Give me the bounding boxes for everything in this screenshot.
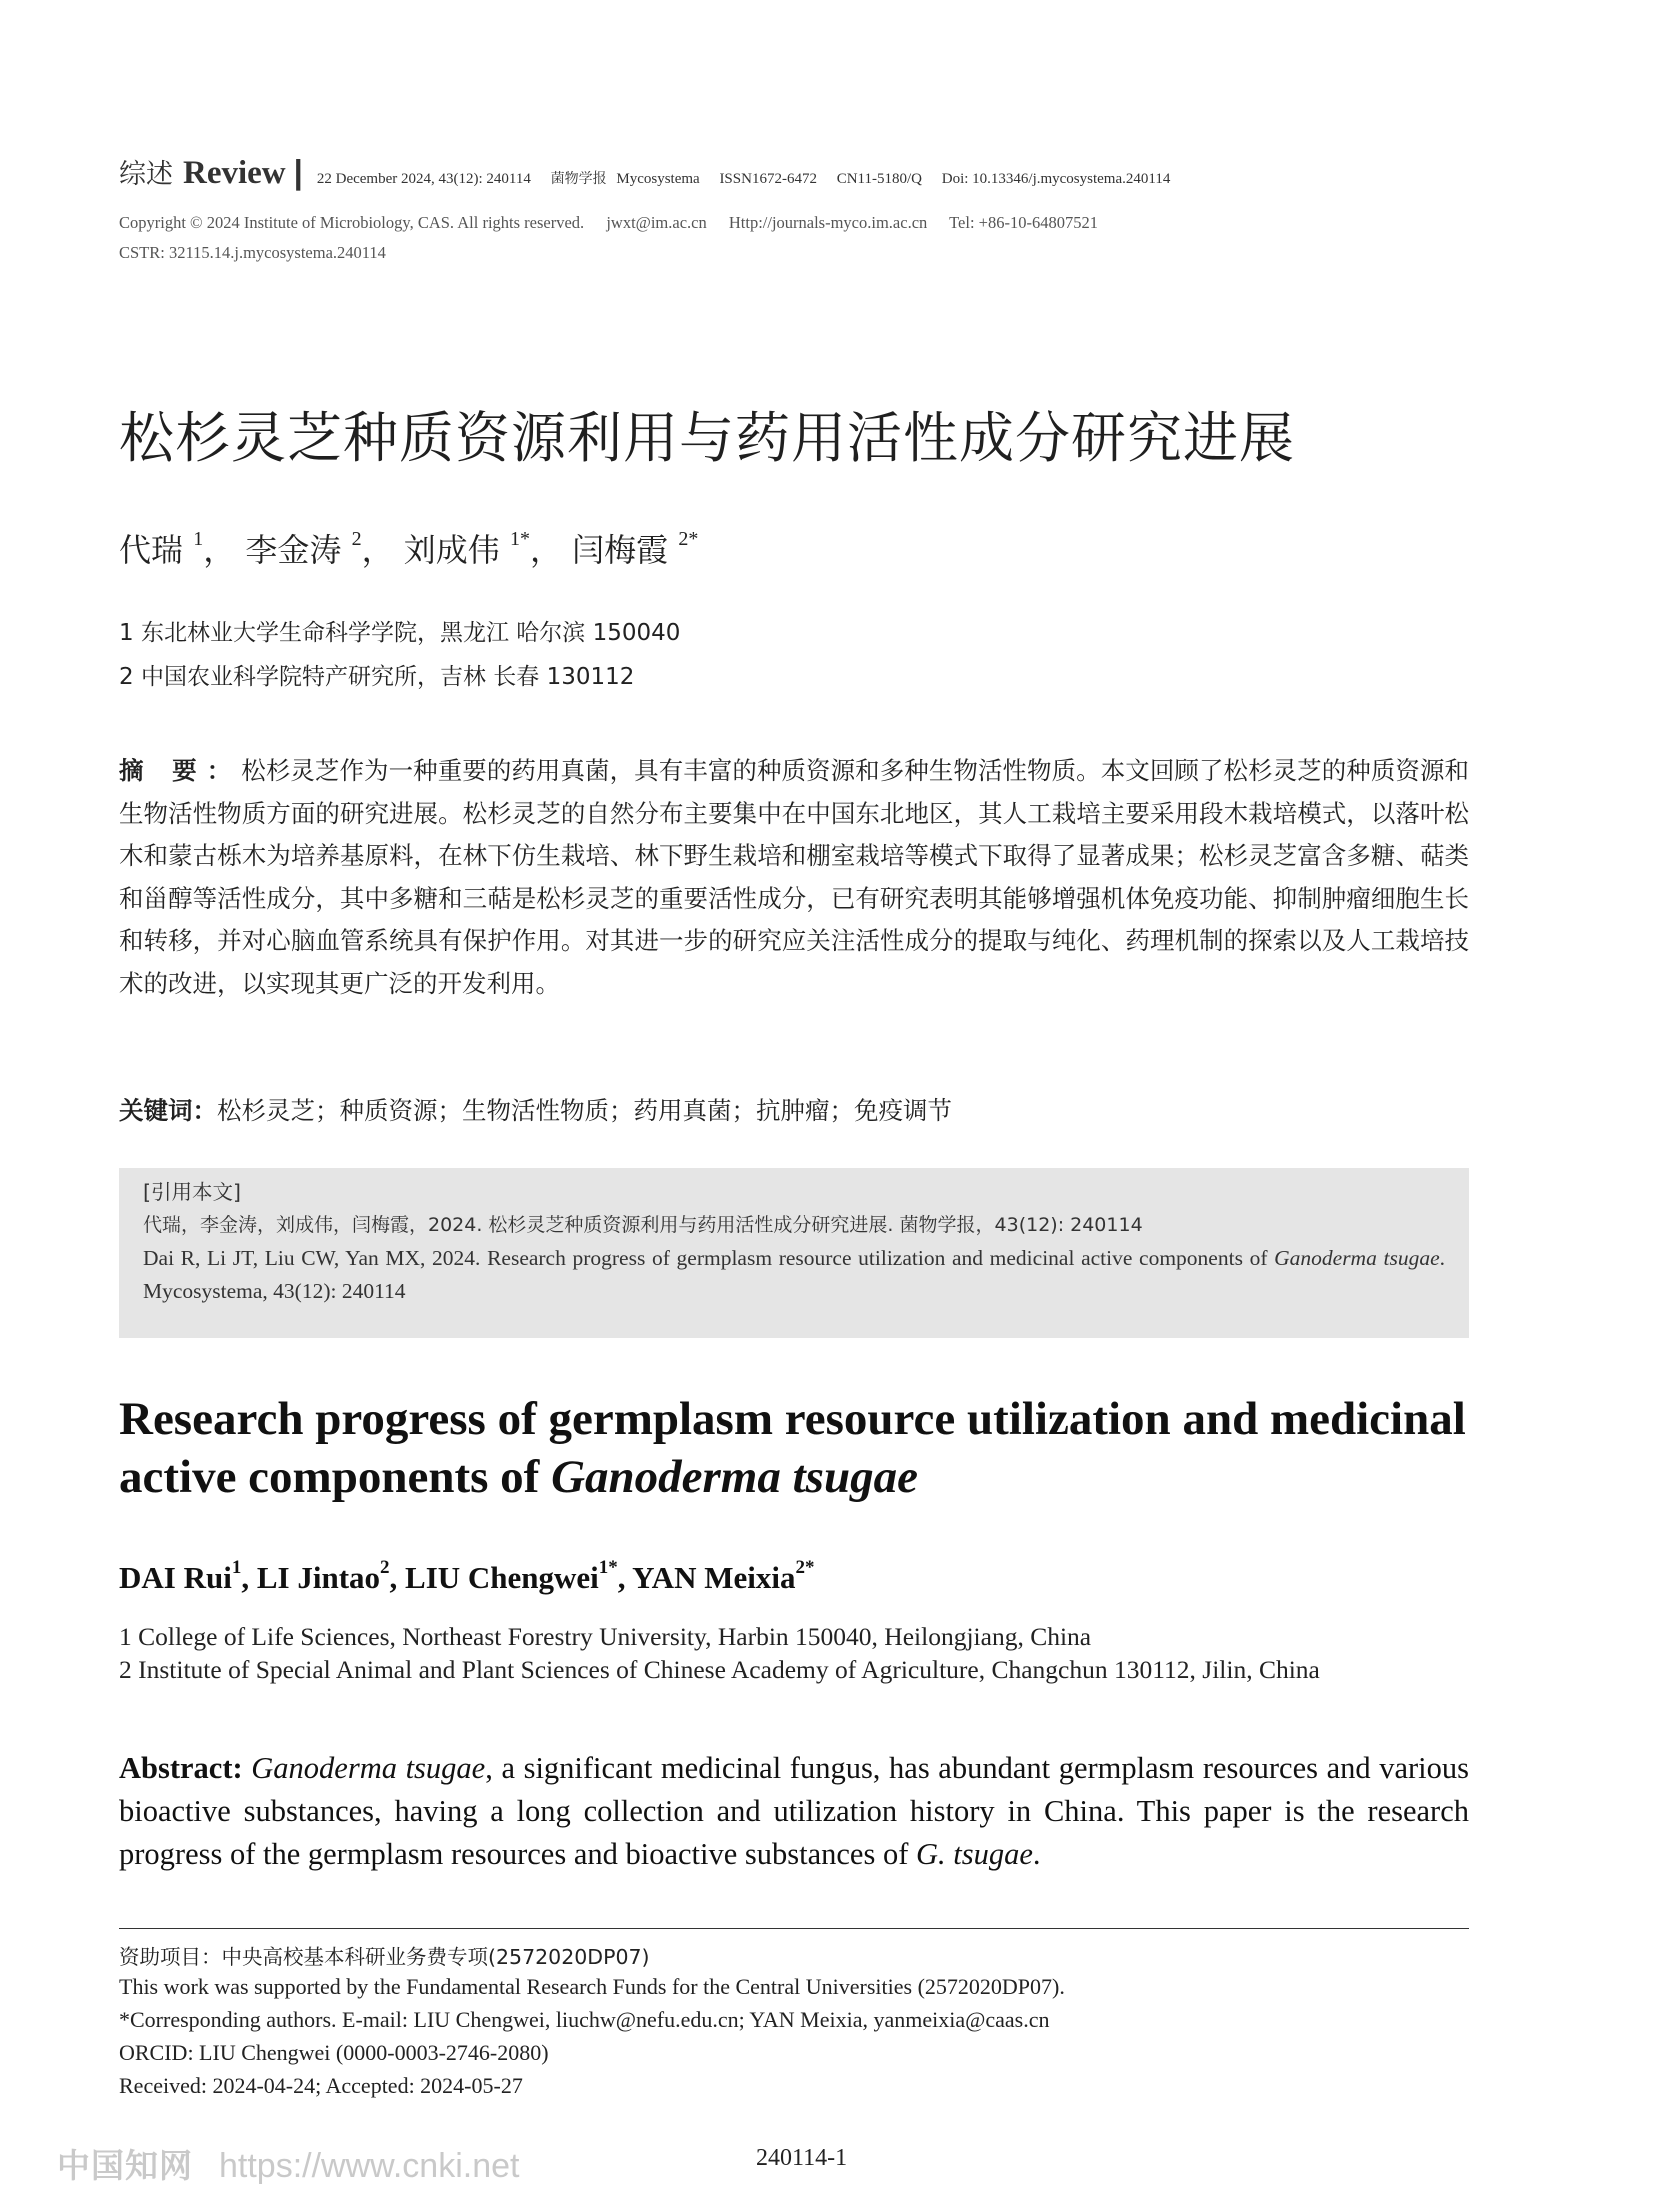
author-cn: 李金涛 $^2$， (245, 528, 394, 569)
journal-name-en: Mycosystema (616, 171, 700, 187)
page-number: 240114-1 (756, 2145, 848, 2171)
copyright-text: Copyright © 2024 Institute of Microbiology, CAS. All rights reserved. (119, 213, 585, 232)
paper-title-cn: 松杉灵芝种质资源利用与药用活性成分研究进展 (119, 406, 1296, 470)
abstract-cn-text: 松杉灵芝作为一种重要的药用真菌，具有丰富的种质资源和多种生物活性物质。本文回顾了松杉灵芝的种质资源和生物活性物质方面的研究进展。松杉灵芝的自然分布主要集中在中国东北地区，其人工栽培主要采用段木栽培模式，以落叶松木和蒙古栎木为培养基原料，在林下仿生栽培、林下野生栽培和棚室栽培等模式下取得了显著成果；松杉灵芝富含多糖、萜类和甾醇等活性成分，其中多糖和三萜是松杉灵芝的重要活性成分，已有研究表明其能够增强机体免疫功能、抑制肿瘤细胞生长和转移，并对心脑血管系统具有保护作用。对其进一步的研究应关注活性成分的提取与纯化、药理机制的探索以及人工栽培技术的改进，以实现其更广泛的开发利用。 (119, 756, 1470, 998)
citation-label: [引用本文] (143, 1180, 241, 1204)
author-en: LI Jintao$^2$, (256, 1556, 406, 1595)
paper-title-en: Research progress of germplasm resource utilization and medicinal active components of Ganoderma tsugae (119, 1393, 1466, 1503)
abstract-en-label: Abstract: (119, 1751, 243, 1785)
header-separator: | (293, 153, 303, 190)
section-label-en: Review (183, 155, 286, 191)
cnki-url[interactable]: https://www.cnki.net (219, 2147, 520, 2185)
doi: Doi: 10.13346/j.mycosystema.240114 (941, 171, 1171, 187)
affiliation-en-2: 2 Institute of Special Animal and Plant Sciences of Chinese Academy of Agriculture, Changchun 130112, Jilin, China (119, 1655, 1320, 1684)
authors-en (119, 1556, 815, 1596)
funding-cn: 资助项目：中央高校基本科研业务费专项(2572020DP07) (119, 1945, 650, 1969)
journal-email[interactable]: jwxt@im.ac.cn (606, 213, 707, 232)
author-cn: 闫梅霞 $^{2*}$ (572, 528, 699, 569)
journal-header (119, 152, 1539, 192)
citation-box (119, 1168, 1469, 1338)
citation-cn: 代瑞，李金涛，刘成伟，闫梅霞，2024. 松杉灵芝种质资源利用与药用活性成分研究进展. 菌物学报，43(12): 240114 (143, 1214, 1143, 1236)
issn: ISSN1672-6472 (719, 171, 817, 187)
funding-en: This work was supported by the Fundamental Research Funds for the Central Universities (2572020DP07). (119, 1974, 1065, 1999)
keywords-cn (119, 1092, 1469, 1127)
affiliation-cn-2: 2 中国农业科学院特产研究所，吉林 长春 130112 (119, 664, 635, 690)
keywords-cn-text: 松杉灵芝；种质资源；生物活性物质；药用真菌；抗肿瘤；免疫调节 (217, 1096, 952, 1125)
author-en: YAN Meixia$^{2*}$ (632, 1556, 815, 1595)
corresponding-authors: *Corresponding authors. E-mail: LIU Chengwei, liuchw@nefu.edu.cn; YAN Meixia, yanmeixia@caas.cn (119, 2007, 1050, 2032)
cn-number: CN11-5180/Q (836, 171, 922, 187)
author-cn: 刘成伟 $^{1*}$， (403, 528, 562, 569)
affiliation-cn-1: 1 东北林业大学生命科学学院，黑龙江 哈尔滨 150040 (119, 620, 681, 646)
authors-cn (119, 525, 698, 571)
header-meta (317, 168, 1186, 188)
journal-url[interactable]: Http://journals-myco.im.ac.cn (728, 213, 928, 232)
affiliation-en-1: 1 College of Life Sciences, Northeast Forestry University, Harbin 150040, Heilongjiang, China (119, 1622, 1092, 1651)
author-en: LIU Chengwei$^{1*}$, (405, 1556, 633, 1595)
journal-tel: Tel: +86-10-64807521 (949, 213, 1098, 232)
received-accepted: Received: 2024-04-24; Accepted: 2024-05-27 (119, 2073, 523, 2098)
title-species: Ganoderma tsugae (551, 1451, 918, 1503)
cstr: CSTR: 32115.14.j.mycosystema.240114 (119, 243, 386, 262)
section-label-cn: 综述 (119, 159, 173, 190)
issue-date: 22 December 2024, 43(12): 240114 (316, 171, 531, 187)
keywords-cn-label: 关键词： (119, 1096, 217, 1125)
abstract-cn (119, 750, 1469, 1005)
author-en: DAI Rui$^1$, (119, 1556, 257, 1595)
journal-name-cn: 菌物学报 (550, 171, 607, 187)
author-cn: 代瑞 $^1$， (119, 528, 236, 569)
footnote-divider (119, 1928, 1469, 1929)
cnki-watermark (57, 2140, 519, 2187)
cnki-logo: 中国知网 (57, 2146, 193, 2185)
copyright-block (119, 208, 1116, 268)
orcid: ORCID: LIU Chengwei (0000-0003-2746-2080) (119, 2040, 549, 2065)
citation-species: Ganoderma tsugae (1274, 1246, 1440, 1270)
abstract-cn-label: 摘 要： (119, 756, 242, 785)
abstract-en: Abstract: Ganoderma tsugae, a significant medicinal fungus, has abundant germplasm resources and various bioactive substances, having a long collection and utilization history in China. This paper is the research progress of the germplasm resources and bioactive substances of G. tsugae. (119, 1751, 1470, 1871)
citation-en: Dai R, Li JT, Liu CW, Yan MX, 2024. Research progress of germplasm resource utilization and medicinal active components of Ganoderma tsugae. Mycosystema, 43(12): 240114 (143, 1246, 1445, 1303)
